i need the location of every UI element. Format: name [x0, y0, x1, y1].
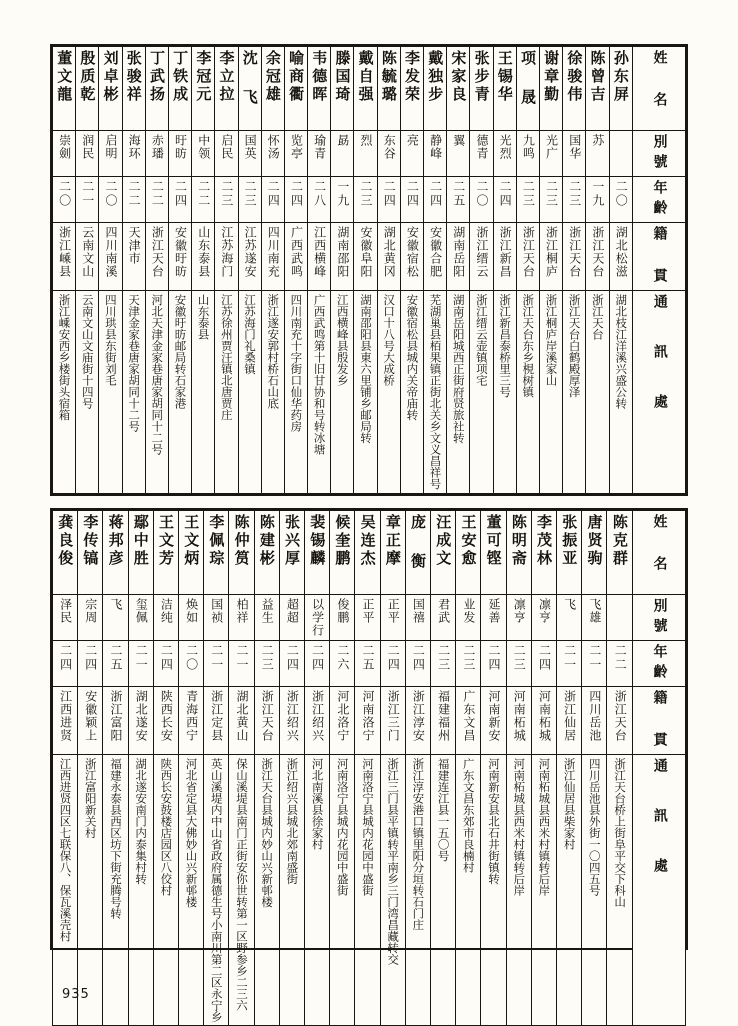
- table-row-alias: [53, 131, 686, 177]
- entry-native-place: 河南柘城: [506, 687, 531, 755]
- entry-native-place: 湖南邵阳: [331, 223, 354, 291]
- entry-native-place: 浙江天台: [516, 223, 539, 291]
- entry-address: 浙江三门县平镇转平南乡三门湾昌藏转交: [380, 755, 405, 1026]
- entry-alias: 启民: [215, 131, 238, 177]
- entry-alias: 飞: [557, 595, 582, 641]
- entry-address: 广西武鸣第十旧甘协和号转冰塘: [308, 291, 331, 494]
- entry-address: 湖南岳阳城西正街府贤旅社转: [447, 291, 470, 494]
- entry-name: 张骏祥: [122, 47, 145, 131]
- entry-address: 湖南邵阳县東六里铺乡邮局转: [354, 291, 377, 494]
- entry-name: 鄢中胜: [128, 511, 153, 595]
- roster-table-top: [50, 44, 688, 496]
- entry-address: 福建永泰县西区坊下街充腾号转: [103, 755, 128, 1026]
- entry-address: 浙江天台东乡梘树镇: [516, 291, 539, 494]
- entry-age: 二五: [355, 641, 380, 687]
- entry-name: 喻商衢: [284, 47, 307, 131]
- entry-name: 韦德晖: [308, 47, 331, 131]
- entry-native-place: 河北洛宁: [330, 687, 355, 755]
- entry-name: 余冠雄: [261, 47, 284, 131]
- entry-native-place: 湖北黄山: [229, 687, 254, 755]
- entry-address: 山东泰县: [192, 291, 215, 494]
- entry-alias: 静峰: [424, 131, 447, 177]
- entry-name: 王文炳: [179, 511, 204, 595]
- entry-name: 裴锡麟: [305, 511, 330, 595]
- entry-address: 湖北枝江洋溪兴盛公转: [609, 291, 633, 494]
- entry-address: 河南洛宁县城内花园中盛街: [330, 755, 355, 1026]
- entry-address: 江苏海门礼桑镇: [238, 291, 261, 494]
- entry-alias: [607, 595, 633, 641]
- entry-address: 河北天津金家巷唐家胡同十二号: [145, 291, 168, 494]
- entry-alias: 国华: [563, 131, 586, 177]
- entry-native-place: 安徽阜阳: [354, 223, 377, 291]
- entry-alias: 洁纯: [153, 595, 178, 641]
- entry-age: 二三: [238, 177, 261, 223]
- entry-age: 二四: [424, 177, 447, 223]
- entry-age: 二四: [531, 641, 556, 687]
- entry-address: 英山溪堤内中山省政府属德生号小南川第二区永宁乡: [204, 755, 229, 1026]
- entry-age: 二五: [447, 177, 470, 223]
- entry-alias: 业发: [456, 595, 481, 641]
- entry-name: 沈 飞: [238, 47, 261, 131]
- entry-native-place: 河南新安: [481, 687, 506, 755]
- entry-native-place: 浙江富阳: [103, 687, 128, 755]
- entry-alias: 超超: [279, 595, 304, 641]
- entry-age: 二〇: [99, 177, 122, 223]
- entry-age: 二三: [539, 177, 562, 223]
- entry-native-place: 湖北松滋: [609, 223, 633, 291]
- entry-age: 二四: [153, 641, 178, 687]
- entry-address: 安徽宿松县城内关帝庙转: [400, 291, 423, 494]
- entry-alias: 柏祥: [229, 595, 254, 641]
- entry-address: 浙江缙云壶镇项宅: [470, 291, 493, 494]
- entry-native-place: 江苏遂安: [238, 223, 261, 291]
- entry-native-place: 广东文昌: [456, 687, 481, 755]
- entry-name: 陈仲筼: [229, 511, 254, 595]
- entry-alias: 润民: [76, 131, 99, 177]
- entry-address: 河南柘城县西米村镇转后岸: [531, 755, 556, 1026]
- column-header-alias: 別號: [633, 595, 686, 641]
- entry-age: 二四: [78, 641, 103, 687]
- entry-alias: 泽民: [53, 595, 78, 641]
- column-header-alias: 別號: [633, 131, 686, 177]
- entry-name: 谢章勤: [539, 47, 562, 131]
- entry-native-place: 浙江天台: [254, 687, 279, 755]
- entry-address: 广东文昌东郊市良楠村: [456, 755, 481, 1026]
- entry-address: 浙江遂安郭村桥石山底: [261, 291, 284, 494]
- entry-address: 浙江绍兴县城北郊南盛街: [279, 755, 304, 1026]
- entry-address: 河北南溪县徐家村: [305, 755, 330, 1026]
- entry-alias: 益生: [254, 595, 279, 641]
- entry-age: 二四: [279, 641, 304, 687]
- entry-age: 二〇: [609, 177, 633, 223]
- entry-native-place: 河南洛宁: [355, 687, 380, 755]
- entry-native-place: 浙江天台: [607, 687, 633, 755]
- entry-native-place: 四川南充: [261, 223, 284, 291]
- column-header-address: 通 訊 處: [633, 291, 686, 494]
- entry-address: 浙江新昌泰桥里三号: [493, 291, 516, 494]
- entry-native-place: 安徽旴昉: [168, 223, 191, 291]
- entry-age: 二四: [261, 177, 284, 223]
- entry-native-place: 安徽合肥: [424, 223, 447, 291]
- entry-alias: 览亭: [284, 131, 307, 177]
- entry-age: 二一: [557, 641, 582, 687]
- entry-native-place: 浙江桐庐: [539, 223, 562, 291]
- entry-name: 吴连杰: [355, 511, 380, 595]
- entry-name: 龚良俊: [53, 511, 78, 595]
- entry-alias: 玺佩: [128, 595, 153, 641]
- entry-name: 董可铿: [481, 511, 506, 595]
- entry-alias: 东谷: [377, 131, 400, 177]
- table-row-name: [53, 47, 686, 131]
- entry-alias: 凛亨: [531, 595, 556, 641]
- entry-age: 二四: [377, 177, 400, 223]
- entry-age: 二三: [254, 641, 279, 687]
- entry-name: 李冠元: [192, 47, 215, 131]
- column-header-age: 年齡: [633, 641, 686, 687]
- roster-table: [52, 46, 686, 494]
- entry-name: 徐骏伟: [563, 47, 586, 131]
- entry-age: 二一: [204, 641, 229, 687]
- entry-native-place: 湖北遂安: [128, 687, 153, 755]
- table-row-age: [53, 177, 686, 223]
- entry-age: 二四: [405, 641, 430, 687]
- entry-age: 二三: [431, 641, 456, 687]
- entry-native-place: 四川岳池: [582, 687, 607, 755]
- entry-native-place: 湖南岳阳: [447, 223, 470, 291]
- entry-age: 一九: [331, 177, 354, 223]
- entry-age: 二二: [607, 641, 633, 687]
- entry-name: 孙东屏: [609, 47, 633, 131]
- entry-age: 二〇: [470, 177, 493, 223]
- entry-name: 滕国琦: [331, 47, 354, 131]
- entry-name: 王安愈: [456, 511, 481, 595]
- entry-name: 王文芳: [153, 511, 178, 595]
- entry-name: 戴自强: [354, 47, 377, 131]
- entry-alias: 烈: [354, 131, 377, 177]
- entry-address: 陕西长安鼓楼店园区八佼村: [153, 755, 178, 1026]
- entry-alias: 正平: [380, 595, 405, 641]
- entry-address: 河南洛宁县城内花园中盛街: [355, 755, 380, 1026]
- entry-name: 张振亚: [557, 511, 582, 595]
- entry-native-place: 浙江天台: [563, 223, 586, 291]
- entry-native-place: 青海西宁: [179, 687, 204, 755]
- entry-native-place: 浙江新昌: [493, 223, 516, 291]
- entry-name: 章正摩: [380, 511, 405, 595]
- entry-alias: 瑜青: [308, 131, 331, 177]
- entry-address: 浙江桐庐岸溪家山: [539, 291, 562, 494]
- entry-name: 刘卓彬: [99, 47, 122, 131]
- entry-alias: 凛亨: [506, 595, 531, 641]
- entry-name: 项 晟: [516, 47, 539, 131]
- column-header-address: 通 訊 處: [633, 755, 686, 1026]
- entry-address: 芜湖巢县栢果镇正街北关乡文义昌祥号: [424, 291, 447, 494]
- entry-address: 浙江天台县城内妙山兴新邨楼: [254, 755, 279, 1026]
- entry-address: 汉口十八号大成桥: [377, 291, 400, 494]
- entry-native-place: 浙江三门: [380, 687, 405, 755]
- entry-address: 浙江天台白鹤殿厚泽: [563, 291, 586, 494]
- table-row-age: [53, 641, 686, 687]
- entry-age: 二〇: [179, 641, 204, 687]
- entry-native-place: 浙江定县: [204, 687, 229, 755]
- entry-name: 张兴厚: [279, 511, 304, 595]
- entry-native-place: 浙江绍兴: [305, 687, 330, 755]
- entry-age: 二五: [103, 641, 128, 687]
- entry-address: 河南新安县北石井街镇转: [481, 755, 506, 1026]
- entry-alias: 正平: [355, 595, 380, 641]
- entry-age: 二四: [168, 177, 191, 223]
- entry-address: 江西进贤四区七联保八、保瓦溪壳村: [53, 755, 78, 1026]
- entry-age: 二二: [122, 177, 145, 223]
- entry-native-place: 浙江缙云: [470, 223, 493, 291]
- entry-age: 二三: [516, 177, 539, 223]
- entry-name: 张步青: [470, 47, 493, 131]
- entry-native-place: 浙江嵊县: [53, 223, 76, 291]
- entry-native-place: 江苏海门: [215, 223, 238, 291]
- entry-address: 河南柘城县西米村镇转后岸: [506, 755, 531, 1026]
- entry-address: 河北省定县大佛妙山兴新邨楼: [179, 755, 204, 1026]
- entry-address: 浙江天台桥上街阜平交下科山: [607, 755, 633, 1026]
- entry-native-place: 河南柘城: [531, 687, 556, 755]
- table-row-native: [53, 687, 686, 755]
- entry-age: 二四: [53, 641, 78, 687]
- entry-address: 浙江仙居县柴家村: [557, 755, 582, 1026]
- entry-alias: 俊鹏: [330, 595, 355, 641]
- entry-native-place: 四川南溪: [99, 223, 122, 291]
- entry-alias: 亮: [400, 131, 423, 177]
- column-header-native_place: 籍 貫: [633, 687, 686, 755]
- entry-native-place: 江西进贤: [53, 687, 78, 755]
- entry-alias: 以学行: [305, 595, 330, 641]
- entry-alias: 飞雄: [582, 595, 607, 641]
- entry-native-place: 安徽宿松: [400, 223, 423, 291]
- entry-alias: 旴昉: [168, 131, 191, 177]
- entry-name: 董文龍: [53, 47, 76, 131]
- entry-name: 李立拉: [215, 47, 238, 131]
- entry-address: 湖北遂安南门内泰集村转: [128, 755, 153, 1026]
- entry-name: 陈明斋: [506, 511, 531, 595]
- entry-age: 二三: [354, 177, 377, 223]
- entry-name: 戴独步: [424, 47, 447, 131]
- entry-address: 浙江淳安港口镇里阳分垣转石门庄: [405, 755, 430, 1026]
- entry-age: 二三: [563, 177, 586, 223]
- entry-alias: 启明: [99, 131, 122, 177]
- column-header-age: 年齡: [633, 177, 686, 223]
- entry-address: 浙江富阳新关村: [78, 755, 103, 1026]
- column-header-name: 姓 名: [633, 47, 686, 131]
- entry-address: 四川岳池县外街一〇四五号: [582, 755, 607, 1026]
- entry-native-place: 浙江绍兴: [279, 687, 304, 755]
- entry-alias: 国祯: [204, 595, 229, 641]
- entry-address: 四川南充十字街口仙华药房: [284, 291, 307, 494]
- entry-age: 二八: [308, 177, 331, 223]
- entry-alias: 苏: [586, 131, 609, 177]
- entry-native-place: 云南文山: [76, 223, 99, 291]
- entry-alias: 九鸣: [516, 131, 539, 177]
- entry-alias: 德青: [470, 131, 493, 177]
- entry-native-place: 天津市: [122, 223, 145, 291]
- entry-age: 二一: [582, 641, 607, 687]
- entry-age: 二二: [145, 177, 168, 223]
- entry-address: 江苏徐州贾汪镇北唐贾庄: [215, 291, 238, 494]
- entry-age: 二三: [506, 641, 531, 687]
- entry-name: 候奎鹏: [330, 511, 355, 595]
- entry-native-place: 浙江天台: [145, 223, 168, 291]
- table-row-name: [53, 511, 686, 595]
- entry-alias: 焕如: [179, 595, 204, 641]
- entry-alias: 崇劍: [53, 131, 76, 177]
- entry-native-place: 浙江天台: [586, 223, 609, 291]
- entry-age: 二四: [493, 177, 516, 223]
- entry-age: 二四: [481, 641, 506, 687]
- entry-name: 殷质乾: [76, 47, 99, 131]
- table-row-alias: [53, 595, 686, 641]
- entry-alias: 延善: [481, 595, 506, 641]
- table-row-address: [53, 291, 686, 494]
- table-row-address: [53, 755, 686, 1026]
- entry-alias: [609, 131, 633, 177]
- column-header-name: 姓 名: [633, 511, 686, 595]
- entry-name: 丁武扬: [145, 47, 168, 131]
- entry-age: 二〇: [53, 177, 76, 223]
- entry-address: 云南文山文庙街十四号: [76, 291, 99, 494]
- entry-name: 蒋邦彦: [103, 511, 128, 595]
- entry-address: 安徽旴昉邮局转石家港: [168, 291, 191, 494]
- entry-age: 一九: [586, 177, 609, 223]
- entry-address: 四川珙县东街刘毛: [99, 291, 122, 494]
- table-row-native: [53, 223, 686, 291]
- column-header-native_place: 籍 貫: [633, 223, 686, 291]
- entry-age: 二六: [330, 641, 355, 687]
- entry-name: 李发荣: [400, 47, 423, 131]
- entry-address: 保山溪堤县南门正街安你世转第一区野参乡二三六: [229, 755, 254, 1026]
- entry-alias: 中领: [192, 131, 215, 177]
- entry-name: 李传镐: [78, 511, 103, 595]
- entry-name: 王锡华: [493, 47, 516, 131]
- entry-name: 陈毓璐: [377, 47, 400, 131]
- page-number: 935: [62, 987, 90, 1002]
- entry-native-place: 广西武鸣: [284, 223, 307, 291]
- entry-name: 丁铁成: [168, 47, 191, 131]
- entry-alias: 宗周: [78, 595, 103, 641]
- entry-alias: 国禧: [405, 595, 430, 641]
- entry-alias: 勗: [331, 131, 354, 177]
- entry-age: 二三: [456, 641, 481, 687]
- entry-age: 二一: [128, 641, 153, 687]
- entry-name: 陈曾吉: [586, 47, 609, 131]
- entry-name: 庞 衡: [405, 511, 430, 595]
- entry-name: 陈克群: [607, 511, 633, 595]
- entry-alias: 飞: [103, 595, 128, 641]
- entry-age: 二四: [380, 641, 405, 687]
- entry-age: 二三: [215, 177, 238, 223]
- entry-age: 二一: [76, 177, 99, 223]
- entry-alias: 怀汤: [261, 131, 284, 177]
- entry-native-place: 安徽颖上: [78, 687, 103, 755]
- entry-native-place: 浙江仙居: [557, 687, 582, 755]
- entry-alias: 赤璠: [145, 131, 168, 177]
- entry-name: 唐贤驹: [582, 511, 607, 595]
- entry-age: 二一: [229, 641, 254, 687]
- entry-alias: 光烈: [493, 131, 516, 177]
- entry-alias: 光广: [539, 131, 562, 177]
- entry-age: 二四: [400, 177, 423, 223]
- entry-native-place: 山东泰县: [192, 223, 215, 291]
- entry-address: 浙江嵊安西乡楼街头宿箱: [53, 291, 76, 494]
- entry-native-place: 福建福州: [431, 687, 456, 755]
- entry-name: 李茂林: [531, 511, 556, 595]
- entry-address: 江西横峰县殷发乡: [331, 291, 354, 494]
- entry-name: 李佩琮: [204, 511, 229, 595]
- entry-age: 二四: [284, 177, 307, 223]
- entry-name: 汪成文: [431, 511, 456, 595]
- entry-native-place: 湖北黄冈: [377, 223, 400, 291]
- entry-native-place: 浙江淳安: [405, 687, 430, 755]
- entry-address: 天津金家巷唐家胡同十二号: [122, 291, 145, 494]
- entry-name: 陈建彬: [254, 511, 279, 595]
- entry-age: 二二: [192, 177, 215, 223]
- entry-age: 二四: [305, 641, 330, 687]
- entry-alias: 海环: [122, 131, 145, 177]
- entry-address: 福建连江县一五〇号: [431, 755, 456, 1026]
- entry-native-place: 江西横峰: [308, 223, 331, 291]
- entry-alias: 翼: [447, 131, 470, 177]
- entry-alias: 君武: [431, 595, 456, 641]
- entry-address: 浙江天台: [586, 291, 609, 494]
- entry-name: 宋家良: [447, 47, 470, 131]
- entry-native-place: 陕西长安: [153, 687, 178, 755]
- entry-alias: 国英: [238, 131, 261, 177]
- roster-table: [52, 510, 686, 1026]
